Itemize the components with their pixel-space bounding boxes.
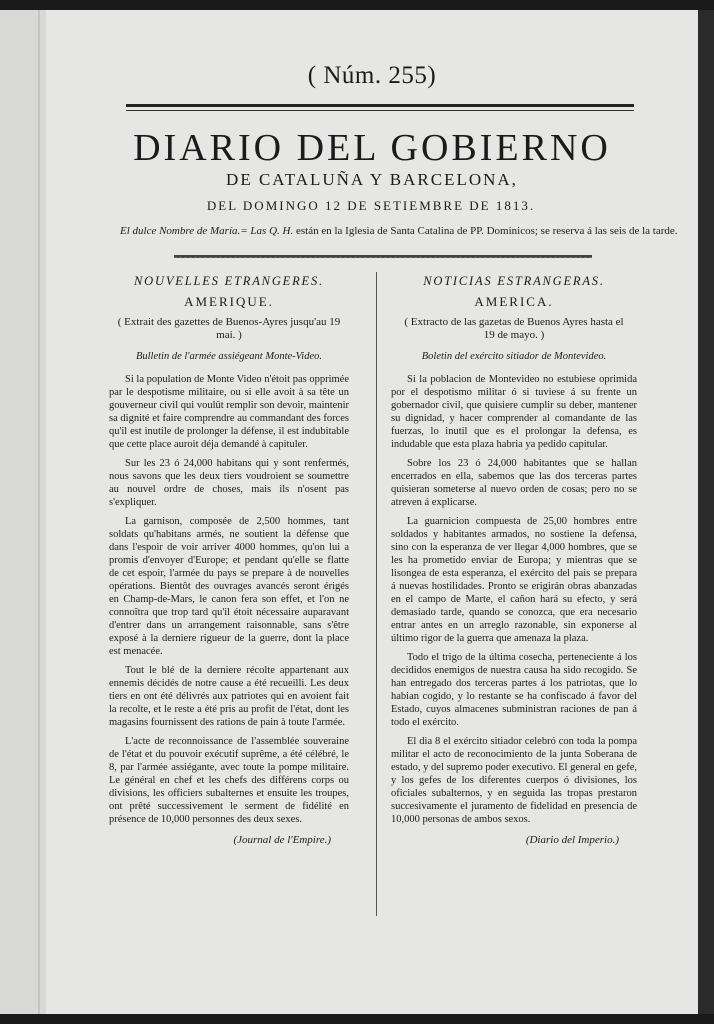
paragraph: La guarnicion compuesta de 25,00 hombres entre soldados y habitantes armados, no sostiene la defensa, sino con la esperanza de ver llegar 4,000 hombres, que se les ha prometido enviar de Europa; y mientras que se lisongea de esta esperanza, el exército del pais se prepara á nuevas hostilidades. Pronto se erigirán obras abanzadas en el campo de Marte, el cañon hará su efecto, y será demasiado tarde, quando se conozca, que era necesario entrar antes en un arreglo razonable, sin exponerse al último rigor de la guerra que amenaza la plaza. <box>391 516 637 644</box>
ornamental-rule <box>174 255 592 258</box>
section-heading: NOUVELLES ETRANGERES. <box>134 274 324 288</box>
paragraph: El dia 8 el exército sitiador celebró con toda la pompa militar el acto de reconocimiento de la junta Soberana de estado, y del supremo poder executivo. El general en gefe, y los gefes de los diferentes cuerpos ó divisiones, los oficiales subalternos, y en seguida las tropas prestaron succesivamente el juramento de fidelidad en presencia de 10,000 personas de ambos sexos. <box>391 736 637 825</box>
paragraph: Si la population de Monte Video n'étoit pas opprimée par le despotisme militaire, ou si elle avoit à sa tête un gouverneur civil qui voulût remplir son devoir, maintenir sa dignité et faire comprendre au commandant des forces qu'il est inutile de prolonger la défense, il est indubitable que cette place auroit déja demandé à capituler. <box>109 374 349 450</box>
spanish-column <box>391 272 637 846</box>
french-column <box>109 272 349 846</box>
section-heading: NOTICIAS ESTRANGERAS. <box>423 274 605 288</box>
extract-note: ( Extracto de las gazetas de Buenos Ayres hasta el 19 de mayo. ) <box>404 316 624 341</box>
facing-page-edge <box>0 10 47 1014</box>
paragraph: L'acte de reconnoissance de l'assemblée souveraine de l'état et du pouvoir exécutif suprême, a été célébré, le 8, par l'armée assiégante, avec toute la pompe militaire. Le général en chef et les chefs des différens corps ou divisions, les officiers subalternes et ensuite les troupes, ont prêté successivement le serment de fidélité en présence de 10,000 personnes des deux sexes. <box>109 736 349 825</box>
bulletin-title: Bulletin de l'armée assiégeant Monte-Video. <box>135 351 323 362</box>
header-rule <box>126 104 634 107</box>
bulletin-title: Boletin del exército sitiador de Montevideo. <box>421 351 607 362</box>
paragraph: Todo el trigo de la última cosecha, perteneciente á los decididos enemigos de nuestra causa ha sido recogido. Se han entregado dos terceras partes á los patriotas, que lo habian cogido, y lo restante se ha confiscado á favor del Estado, cuyos almacenes subministran raciones de pan á todo el exército. <box>391 652 637 728</box>
issue-date: DEL DOMINGO 12 DE SETIEMBRE DE 1813. <box>206 198 536 213</box>
paragraph: Tout le blé de la derniere récolte appartenant aux ennemis décidés de notre cause a été recueilli. Les deux tiers en ont été délivrés aux patriotes qui en avoient fait la recolte, et le reste a été pris au profit de l'état, dont les magasins fournissent des rations de pain à toute l'armée. <box>109 665 349 728</box>
paragraph: Sur les 23 ó 24,000 habitans qui y sont renfermés, nous savons que les deux tiers voudroient se soumettre au nouvel ordre de choses, mais ils n'osent pas s'expliquer. <box>109 458 349 508</box>
country-heading: AMERICA. <box>474 294 554 309</box>
column-divider <box>376 272 377 916</box>
masthead-subtitle: DE CATALUÑA Y BARCELONA, <box>226 170 518 189</box>
source-credit: (Diario del Imperio.) <box>525 834 619 846</box>
paragraph: Si la poblacion de Montevideo no estubiese oprimida por el despotismo militar ó si tuviese á su frente un gobernador civil, que quisiere cumplir su deber, mantener su dignidad, y hacer comprender al comandante de las fuerzas, lo inutil que es el prolongar la defensa, es indudable que esta plaza habria ya pedido capitular. <box>391 374 637 450</box>
paragraph: La garnison, composée de 2,500 hommes, tant soldats qu'habitans armés, ne soutient la défense que dans l'espoir de voir arriver 4000 hommes, qu'on lui a promis d'envoyer d'Europe; et pendant qu'elle se flatte de cet espoir, l'armée du pays se prepare à de nouvelles opérations. Bientôt des ouvrages avancés seront érigés en Champ-de-Mars, le canon fera son effet, et l'on ne connoîtra que trop tard qu'il étoit nécessaire auparavant d'entrer dans un arrangement raisonnable, sans s'être exposé à la derniere rigueur de la guerre, dont la place est menacée. <box>109 516 349 657</box>
saint-notice-italic: El dulce Nombre de María.= Las Q. H. <box>120 225 294 237</box>
paragraph: Sobre los 23 ó 24,000 habitantes que se hallan encerrados en ella, sabemos que las dos terceras partes quisieran someterse al nuevo orden de cosas; pero no se atreven á explicarse. <box>391 458 637 508</box>
issue-number: ( Núm. 255) <box>307 62 437 89</box>
country-heading: AMERIQUE. <box>184 294 274 309</box>
scan-border <box>698 10 714 1014</box>
masthead-title: DIARIO DEL GOBIERNO <box>133 127 611 169</box>
newspaper-page <box>46 10 698 1014</box>
saint-notice <box>120 224 686 239</box>
saint-notice-text: están en la Iglesia de Santa Catalina de PP. Dominicos; se reserva á las seis de la tarde. <box>293 225 678 237</box>
header-rule-thin <box>126 110 634 111</box>
extract-note: ( Extrait des gazettes de Buenos-Ayres jusqu'au 19 mai. ) <box>117 316 341 341</box>
source-credit: (Journal de l'Empire.) <box>233 834 331 846</box>
